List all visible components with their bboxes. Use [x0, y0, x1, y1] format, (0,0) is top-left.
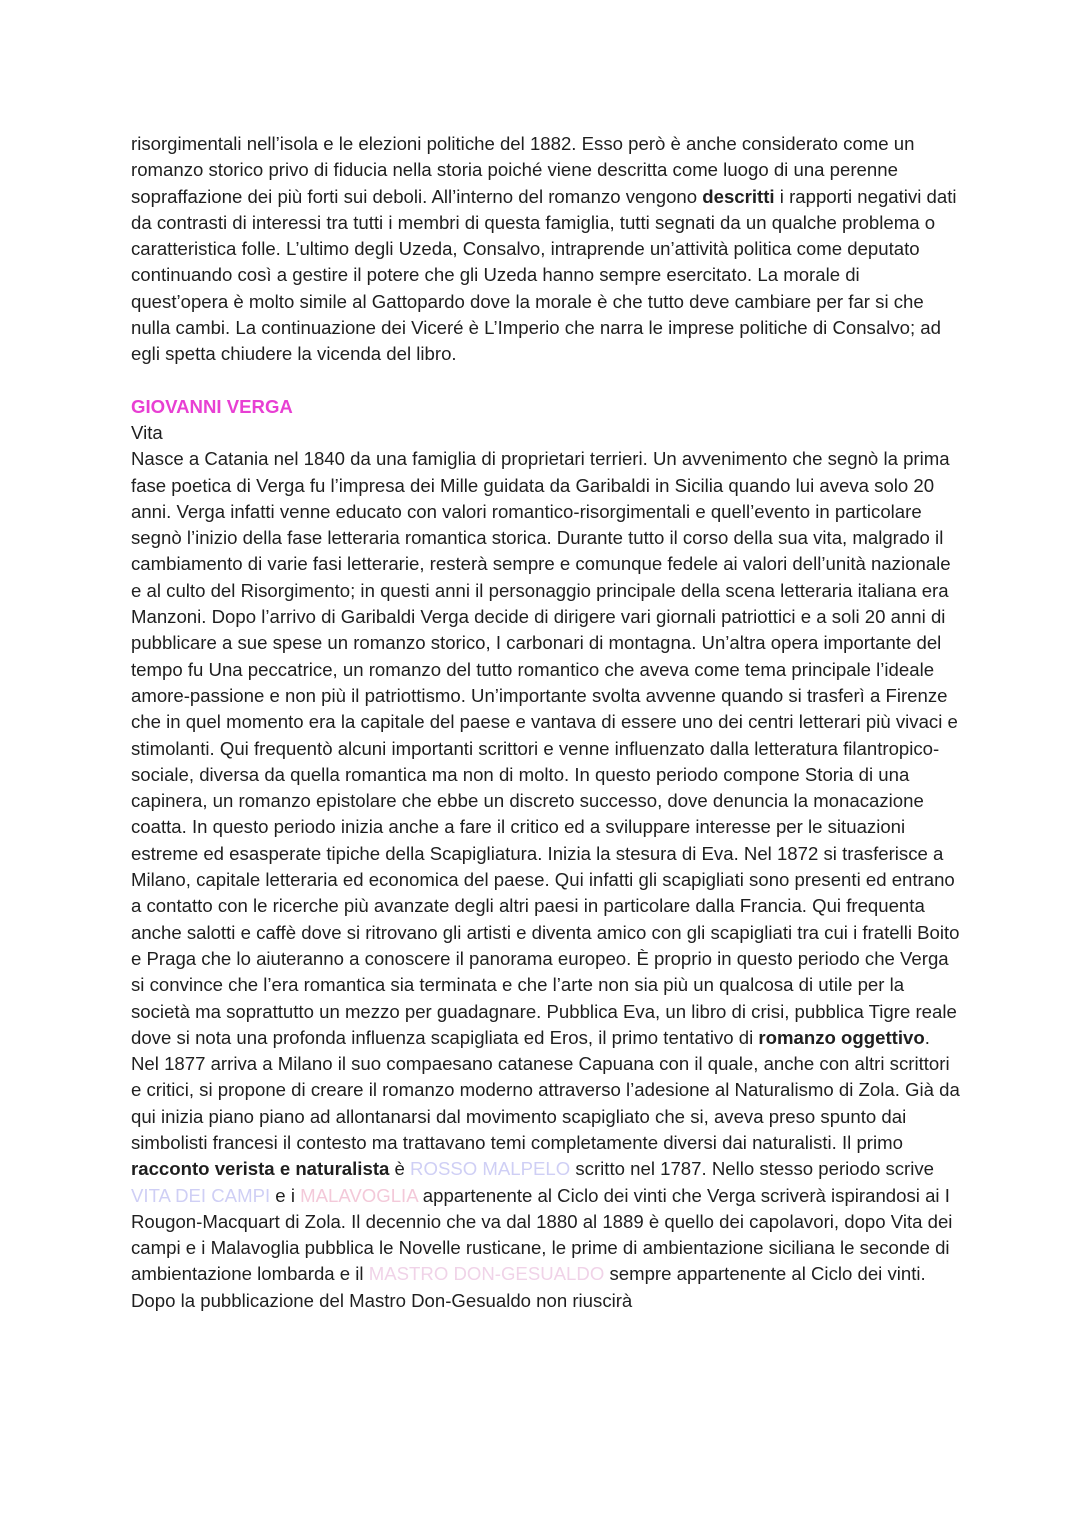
text-run: . Nel 1877 arriva a Milano il suo compaesano catanese Capuana con il quale, anche con altri scrittori e critici, si propone di creare il romanzo moderno attraverso l’adesione al Naturalismo di Zola. Già da qui inizia piano piano ad allontanarsi dal movimento scapigliato che si, aveva preso spunto dai simbolisti francesi il contesto ma trattavano temi completamente diversi dai naturalisti. Il primo — [131, 1026, 960, 1153]
bold-term: racconto verista e naturalista — [131, 1158, 390, 1180]
paragraph-spacer — [131, 368, 961, 394]
text-run: e i — [270, 1184, 301, 1206]
highlighted-title-malavoglia: MALAVOGLIA — [300, 1184, 418, 1206]
highlighted-title-rosso-malpelo: ROSSO MALPELO — [410, 1158, 571, 1180]
bold-term: descritti — [702, 185, 775, 207]
document-body — [131, 131, 961, 1314]
bold-term: romanzo oggettivo — [758, 1026, 925, 1048]
text-run: risorgimentali nell’isola e le elezioni politiche del 1882. Esso però è anche considerato come un romanzo storico privo di fiducia nella storia poiché viene descritta come luogo di una perenne sopraffazione dei più forti sui deboli. All’interno del romanzo vengono — [131, 133, 915, 207]
section-subheading: Vita — [131, 421, 163, 443]
highlighted-title-vita-dei-campi: VITA DEI CAMPI — [131, 1184, 271, 1206]
paragraph-verga-vita — [131, 446, 961, 1314]
section-heading: GIOVANNI VERGA — [131, 395, 293, 417]
text-run: è — [389, 1158, 411, 1180]
text-run: appartenente al Ciclo dei vinti che Verga scriverà ispirandosi ai I Rougon-Macquart di Zola. Il decennio che va dal 1880 al 1889 è quello dei capolavori, dopo Vita dei campi e i Malavoglia pubblica le Novelle rusticane, le prime di ambientazione siciliana le seconde di ambientazione lombarda e il — [131, 1184, 953, 1285]
text-run: Nasce a Catania nel 1840 da una famiglia di proprietari terrieri. Un avvenimento che segnò la prima fase poetica di Verga fu l’impresa dei Mille guidata da Garibaldi in Sicilia quando lui aveva solo 20 anni. Verga infatti venne educato con valori romantico-risorgimentali e quell’evento in particolare segnò l’inizio della fase letteraria romantica storica. Durante tutto il corso della sua vita, malgrado il cambiamento di varie fasi letterarie, resterà sempre e comunque fedele ai valori dell’unità nazionale e al culto del Risorgimento; in questi anni il personaggio principale della scena letteraria italiana era Manzoni. Dopo l’arrivo di Garibaldi Verga decide di dirigere vari giornali patriottici e a soli 20 anni di pubblicare a sue spese un romanzo storico, I carbonari di montagna. Un’altra opera importante del tempo fu Una peccatrice, un romanzo del tutto romantico che aveva come tema principale l’ideale amore-passione e non più il patriottismo. Un’importante svolta avvenne quando si trasferì a Firenze che in quel momento era la capitale del paese e vantava di essere uno dei centri letterari più vivaci e stimolanti. Qui frequentò alcuni importanti scrittori e venne influenzato dalla letteratura filantropico-sociale, diversa da quella romantica ma non di molto. In questo periodo compone Storia di una capinera, un romanzo epistolare che ebbe un discreto successo, dove denuncia la monacazione coatta. In questo periodo inizia anche a fare il critico ed a sviluppare interesse per le situazioni estreme ed esasperate tipiche della Scapigliatura. Inizia la stesura di Eva. Nel 1872 si trasferisce a Milano, capitale letteraria ed economica del paese. Qui infatti gli scapigliati sono presenti ed entrano a contatto con le ricerche più avanzate degli altri paesi in particolare dalla Francia. Qui frequenta anche salotti e caffè dove si ritrovano gli artisti e diventa amico con gli scapigliati tra cui i fratelli Boito e Praga che lo aiuteranno a conoscere il panorama europeo. È proprio in questo periodo che Verga si convince che l’era romantica sia terminata e che l’arte non sia più un qualcosa di utile per la società ma soprattutto un mezzo per guadagnare. Pubblica Eva, un libro di crisi, pubblica Tigre reale dove si nota una profonda influenza scapigliata ed Eros, il primo tentativo di — [131, 448, 960, 1048]
text-run: scritto nel 1787. Nello stesso periodo scrive — [570, 1158, 935, 1180]
text-run: i rapporti negativi dati da contrasti di interessi tra tutti i membri di questa famiglia, tutti segnati da un qualche problema o caratteristica folle. L’ultimo degli Uzeda, Consalvo, intraprende un’attività politica come deputato continuando così a gestire il potere che gli Uzeda hanno sempre esercitato. La morale di quest’opera è molto simile al Gattopardo dove la morale è che tutto deve cambiare per far si che nulla cambi. La continuazione dei Viceré è L’Imperio che narra le imprese politiche di Consalvo; ad egli spetta chiudere la vicenda del libro. — [131, 185, 957, 365]
paragraph-viceré-continuation — [131, 131, 961, 368]
text-run: sempre appartenente al Ciclo dei vinti. Dopo la pubblicazione del Mastro Don-Gesualdo non riuscirà — [131, 1263, 926, 1311]
highlighted-title-mastro-don-gesualdo: MASTRO DON-GESUALDO — [368, 1263, 605, 1285]
